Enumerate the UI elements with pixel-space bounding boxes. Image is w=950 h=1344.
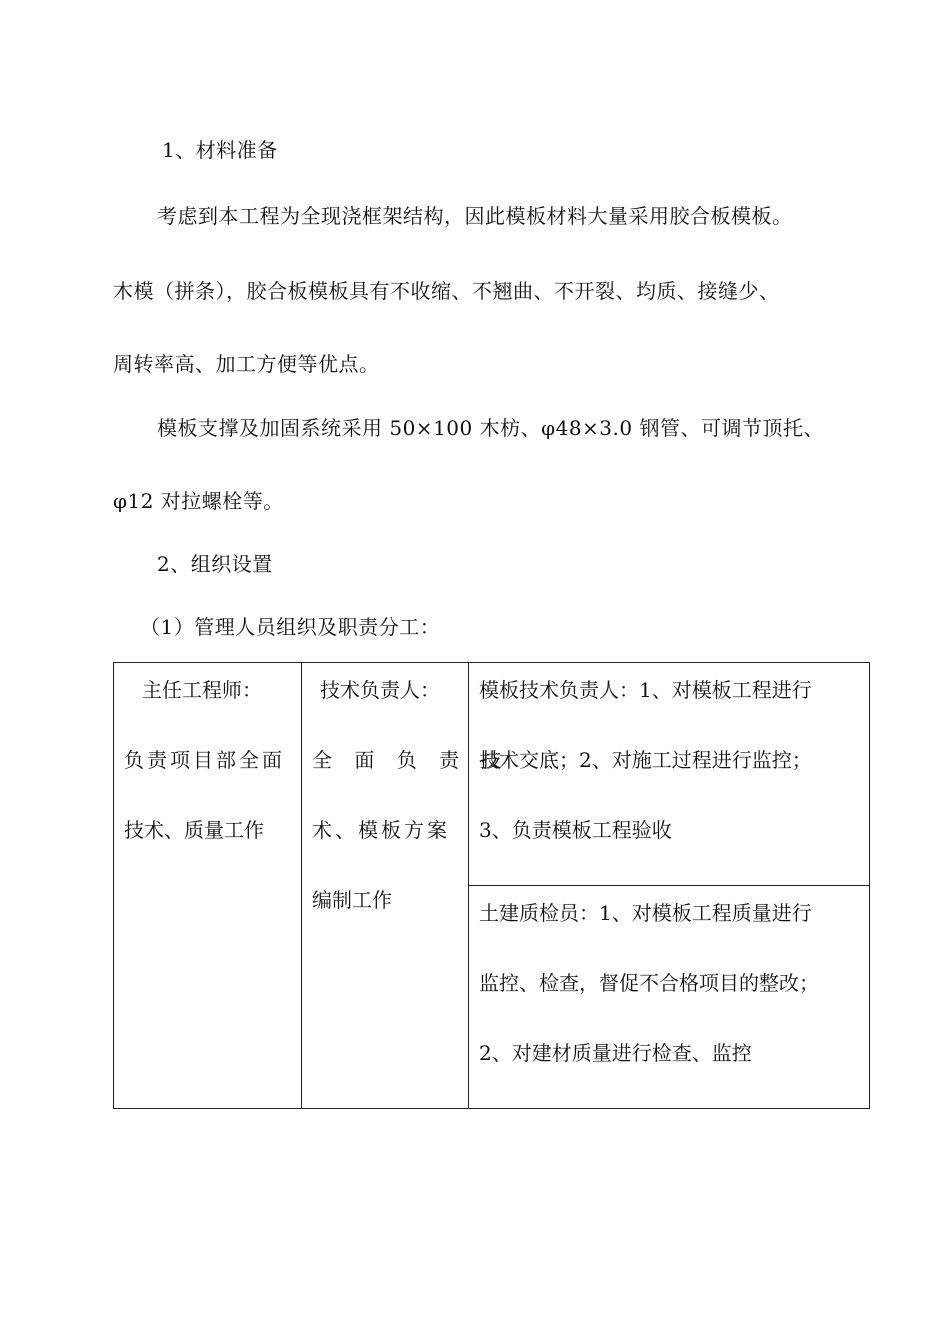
chief-engineer-cell [114,663,302,1109]
cell-text-line: 技术交底；2、对施工过程进行监控； [479,748,812,772]
cell-text-line: 技术负责人： [320,678,440,702]
paragraph-line: 木模（拼条），胶合板模板具有不收缩、不翘曲、不开裂、均质、接缝少、 [113,279,780,303]
cell-text-line: 术、模板方案 [312,818,450,842]
cell-text-line: 土建质检员：1、对模板工程质量进行 [479,901,812,925]
cell-text-line: 编制工作 [312,888,392,912]
cell-text-line: 2、对建材质量进行检查、监控 [479,1041,752,1065]
cell-text-line: 全 面 负 责 技 [312,748,510,772]
section-heading-materials: 1、材料准备 [162,138,278,162]
paragraph-line: 周转率高、加工方便等优点。 [113,352,380,376]
formwork-tech-lead-cell [469,663,870,886]
section-heading-organization: 2、组织设置 [157,552,273,576]
cell-text-line: 3、负责模板工程验收 [479,818,672,842]
tech-lead-cell [302,663,510,1109]
cell-text-line: 监控、检查，督促不合格项目的整改； [479,971,819,995]
subsection-heading-staff: （1）管理人员组织及职责分工： [140,615,441,639]
cell-text-line: 模板技术负责人：1、对模板工程进行 [479,678,812,702]
cell-text-line: 技术、质量工作 [124,818,264,842]
responsibility-table [113,662,870,1109]
paragraph-line: φ12 对拉螺栓等。 [113,489,284,513]
paragraph-line: 模板支撑及加固系统采用 50×100 木枋、φ48×3.0 钢管、可调节顶托、 [157,416,824,440]
cell-text-line: 主任工程师： [142,678,262,702]
paragraph-line: 考虑到本工程为全现浇框架结构，因此模板材料大量采用胶合板模板。 [157,204,793,228]
cell-text-line: 负责项目部全面 [124,748,285,772]
quality-inspector-cell [469,886,870,1109]
